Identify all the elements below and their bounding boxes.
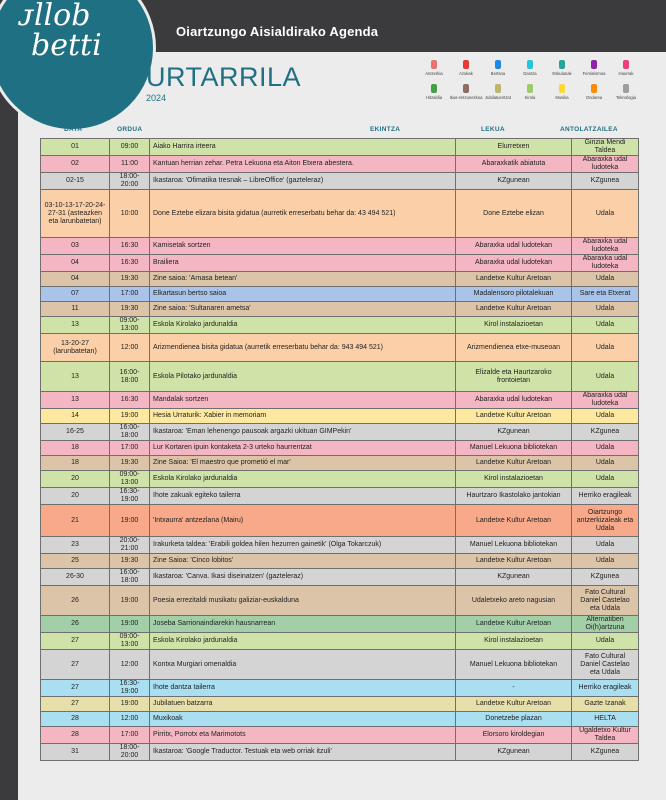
- time-cell: 19:30: [110, 302, 150, 317]
- place-cell: Landetxe Kultur Aretoan: [456, 616, 572, 633]
- table-row: [41, 272, 639, 287]
- legend-label: Kirola: [524, 95, 536, 100]
- event-cell: Aiako Harrira irteera: [150, 139, 456, 156]
- date-cell: 13-20-27 (larunbatetan): [41, 334, 110, 362]
- date-cell: 18: [41, 441, 110, 456]
- place-cell: Landetxe Kultur Aretoan: [456, 456, 572, 471]
- legend-swatch: [495, 60, 501, 69]
- date-cell: 27: [41, 650, 110, 680]
- agenda-body: [41, 139, 639, 761]
- place-cell: Abaraxkatik abiatuta: [456, 156, 572, 173]
- place-cell: KZgunean: [456, 173, 572, 190]
- time-cell: 16:30: [110, 392, 150, 409]
- legend-label: Ikus-entzunezkoa: [449, 95, 483, 100]
- event-cell: Eskola Kirolako jardunaldia: [150, 633, 456, 650]
- org-cell: Udala: [572, 334, 639, 362]
- date-cell: 16-25: [41, 424, 110, 441]
- org-cell: KZgunea: [572, 744, 639, 761]
- legend-label: Antzerkia: [425, 71, 443, 76]
- date-cell: 28: [41, 712, 110, 727]
- time-cell: 16:30: [110, 238, 150, 255]
- legend-swatch: [463, 84, 469, 93]
- time-cell: 09:00-13:00: [110, 317, 150, 334]
- org-cell: Oiartzungo antzerkizaleak eta Udala: [572, 505, 639, 537]
- table-row: [41, 680, 639, 697]
- legend-label: Feminismoa: [582, 71, 606, 76]
- event-cell: Ikastaroa: 'Eman lehenengo pausoak argazki ukituan GIMPekin': [150, 424, 456, 441]
- org-cell: Girizia Mendi Taldea: [572, 139, 639, 156]
- legend-label: Jubilatuentzat: [485, 95, 511, 100]
- header-place: LEKUA: [481, 126, 505, 133]
- legend-swatch: [591, 60, 597, 69]
- org-cell: Abaraxka udal ludoteka: [572, 238, 639, 255]
- event-cell: Hesia Urraturik: Xabier in memoriam: [150, 409, 456, 424]
- table-row: [41, 697, 639, 712]
- legend-swatch: [495, 84, 501, 93]
- event-cell: Ikastaroa: 'Google Traductor. Testuak eta web orriak itzuli': [150, 744, 456, 761]
- time-cell: 16:00-18:00: [110, 569, 150, 586]
- place-cell: Donetzebe plazan: [456, 712, 572, 727]
- date-cell: 20: [41, 488, 110, 505]
- legend-swatch: [431, 60, 437, 69]
- date-cell: 18: [41, 456, 110, 471]
- table-row: [41, 287, 639, 302]
- time-cell: 20:00-21:00: [110, 537, 150, 554]
- legend-label: Ondarea: [585, 95, 603, 100]
- place-cell: Elurretxen: [456, 139, 572, 156]
- org-cell: Udala: [572, 409, 639, 424]
- table-row: [41, 190, 639, 238]
- table-row: [41, 586, 639, 616]
- month-title: URTARRILA: [146, 62, 302, 92]
- org-cell: Udala: [572, 456, 639, 471]
- org-cell: Udala: [572, 190, 639, 238]
- org-cell: Udala: [572, 537, 639, 554]
- place-cell: Abaraxka udal ludotekan: [456, 392, 572, 409]
- event-cell: Eskola Kirolako jardunaldia: [150, 317, 456, 334]
- legend-label: Haurrak: [618, 71, 634, 76]
- date-cell: 02-15: [41, 173, 110, 190]
- header-date: DATA: [64, 126, 83, 133]
- time-cell: 16:00-18:00: [110, 424, 150, 441]
- event-cell: Pirritx, Porrotx eta Marimotots: [150, 727, 456, 744]
- logo-text-line-1: ᴊllob: [19, 0, 91, 33]
- org-cell: Sare eta Etxerat: [572, 287, 639, 302]
- org-cell: Fato Cultural Daniel Castelao eta Udala: [572, 650, 639, 680]
- event-cell: Brailiera: [150, 255, 456, 272]
- table-row: [41, 156, 639, 173]
- legend-swatch: [559, 60, 565, 69]
- event-cell: Ihote zakuak egiteko tailerra: [150, 488, 456, 505]
- legend-item: [606, 84, 646, 100]
- date-cell: 13: [41, 362, 110, 392]
- org-cell: Udala: [572, 272, 639, 287]
- event-cell: Jubilatuen batzarra: [150, 697, 456, 712]
- legend-swatch: [527, 60, 533, 69]
- place-cell: Landetxe Kultur Aretoan: [456, 697, 572, 712]
- org-cell: Abaraxka udal ludoteka: [572, 392, 639, 409]
- date-cell: 13: [41, 317, 110, 334]
- date-cell: 27: [41, 633, 110, 650]
- time-cell: 19:00: [110, 697, 150, 712]
- time-cell: 17:00: [110, 287, 150, 302]
- table-row: [41, 317, 639, 334]
- legend-swatch: [527, 84, 533, 93]
- table-row: [41, 238, 639, 255]
- legend-swatch: [623, 84, 629, 93]
- place-cell: Elizalde eta Haurtzaroko frontoietan: [456, 362, 572, 392]
- header-time: ORDUA: [117, 126, 143, 133]
- time-cell: 19:00: [110, 586, 150, 616]
- table-row: [41, 139, 639, 156]
- date-cell: 04: [41, 255, 110, 272]
- event-cell: Mandalak sortzen: [150, 392, 456, 409]
- table-row: [41, 554, 639, 569]
- table-row: [41, 456, 639, 471]
- date-cell: 27: [41, 680, 110, 697]
- org-cell: Udala: [572, 302, 639, 317]
- date-cell: 26: [41, 616, 110, 633]
- time-cell: 19:30: [110, 554, 150, 569]
- legend-label: Azokak: [459, 71, 473, 76]
- table-row: [41, 255, 639, 272]
- event-cell: Lur Kortaren ipuin kontaketa 2-3 urteko haurrentzat: [150, 441, 456, 456]
- event-cell: Eskola Pilotako jardunaldia: [150, 362, 456, 392]
- event-cell: Eskola Kirolako jardunaldia: [150, 471, 456, 488]
- time-cell: 17:00: [110, 727, 150, 744]
- logo-text: [19, 1, 102, 61]
- date-cell: 25: [41, 554, 110, 569]
- table-row: [41, 409, 639, 424]
- table-row: [41, 505, 639, 537]
- org-cell: Gazte Izanak: [572, 697, 639, 712]
- event-cell: Arizmendienea bisita gidatua (aurretik erreserbatu behar da: 943 494 521): [150, 334, 456, 362]
- table-row: [41, 712, 639, 727]
- time-cell: 11:00: [110, 156, 150, 173]
- org-cell: Udala: [572, 633, 639, 650]
- place-cell: Manuel Lekuona bibliotekan: [456, 441, 572, 456]
- time-cell: 16:30: [110, 255, 150, 272]
- table-row: [41, 633, 639, 650]
- legend-swatch: [623, 60, 629, 69]
- date-cell: 01: [41, 139, 110, 156]
- legend-item: [606, 60, 646, 76]
- event-cell: Done Eztebe elizara bisita gidatua (aurretik erreserbatu behar da: 43 494 521): [150, 190, 456, 238]
- date-cell: 31: [41, 744, 110, 761]
- date-cell: 20: [41, 471, 110, 488]
- org-cell: Udala: [572, 441, 639, 456]
- table-row: [41, 424, 639, 441]
- date-cell: 27: [41, 697, 110, 712]
- org-cell: Udala: [572, 471, 639, 488]
- place-cell: Kirol instalazioetan: [456, 471, 572, 488]
- place-cell: Kirol instalazioetan: [456, 633, 572, 650]
- time-cell: 16:30-19:00: [110, 680, 150, 697]
- time-cell: 18:00-20:00: [110, 744, 150, 761]
- time-cell: 09:00-13:00: [110, 471, 150, 488]
- time-cell: 12:00: [110, 712, 150, 727]
- event-cell: Poesia errezitaldi musikatu galiziar-euskalduna: [150, 586, 456, 616]
- logo: [0, 0, 156, 132]
- place-cell: Elorsoro kiroldegian: [456, 727, 572, 744]
- org-cell: Udala: [572, 554, 639, 569]
- logo-text-line-2: betti: [31, 28, 102, 63]
- table-row: [41, 173, 639, 190]
- agenda-table-wrap: [40, 124, 638, 761]
- org-cell: Ugaldetxo Kultur Taldea: [572, 727, 639, 744]
- legend-label: Hitzaldia: [425, 95, 443, 100]
- date-cell: 13: [41, 392, 110, 409]
- table-row: [41, 302, 639, 317]
- time-cell: 12:00: [110, 334, 150, 362]
- left-sidebar: [0, 52, 18, 800]
- place-cell: Abaraxka udal ludotekan: [456, 238, 572, 255]
- legend-label: Teknologia: [615, 95, 637, 100]
- event-cell: Kontxa Murgiari omenaldia: [150, 650, 456, 680]
- org-cell: Udala: [572, 362, 639, 392]
- place-cell: Done Eztebe elizan: [456, 190, 572, 238]
- place-cell: Landetxe Kultur Aretoan: [456, 409, 572, 424]
- org-cell: HELTA: [572, 712, 639, 727]
- table-row: [41, 441, 639, 456]
- org-cell: Udala: [572, 317, 639, 334]
- time-cell: 17:00: [110, 441, 150, 456]
- event-cell: 'Intxaurra' antzezlana (Mairu): [150, 505, 456, 537]
- event-cell: Zine Saioa: 'Cinco lobitos': [150, 554, 456, 569]
- table-row: [41, 569, 639, 586]
- place-cell: Haurtzaro Ikastolako jantokian: [456, 488, 572, 505]
- place-cell: Manuel Lekuona bibliotekan: [456, 537, 572, 554]
- legend-label: Dantza: [523, 71, 537, 76]
- place-cell: Arizmendienea etxe-museoan: [456, 334, 572, 362]
- table-row: [41, 392, 639, 409]
- table-row: [41, 537, 639, 554]
- org-cell: Alternatiben Oi(h)artzuna: [572, 616, 639, 633]
- event-cell: Joseba Sarrionaindiarekin hausnarrean: [150, 616, 456, 633]
- time-cell: 18:00-20:00: [110, 173, 150, 190]
- time-cell: 12:00: [110, 650, 150, 680]
- time-cell: 16:00-18:00: [110, 362, 150, 392]
- place-cell: Udaletxeko areto nagusian: [456, 586, 572, 616]
- legend-swatch: [591, 84, 597, 93]
- event-cell: Muxikoak: [150, 712, 456, 727]
- time-cell: 19:00: [110, 505, 150, 537]
- org-cell: Herriko eragileak: [572, 680, 639, 697]
- time-cell: 16:30-19:00: [110, 488, 150, 505]
- table-row: [41, 488, 639, 505]
- year-label: 2024: [146, 93, 167, 103]
- org-cell: Abaraxka udal ludoteka: [572, 156, 639, 173]
- legend-label: Eskulanak: [552, 71, 572, 76]
- date-cell: 07: [41, 287, 110, 302]
- event-cell: Kantuan herrian zehar. Petra Lekuona eta Aiton Etxera abestera.: [150, 156, 456, 173]
- app-title: Oiartzungo Aisialdirako Agenda: [176, 24, 379, 39]
- table-row: [41, 362, 639, 392]
- legend-swatch: [559, 84, 565, 93]
- event-cell: Ikastaroa: 'Canva. Ikasi diseinatzen' (gazteleraz): [150, 569, 456, 586]
- date-cell: 04: [41, 272, 110, 287]
- time-cell: 19:00: [110, 616, 150, 633]
- place-cell: KZgunean: [456, 569, 572, 586]
- date-cell: 02: [41, 156, 110, 173]
- place-cell: Landetxe Kultur Aretoan: [456, 505, 572, 537]
- time-cell: 09:00-13:00: [110, 633, 150, 650]
- legend-swatch: [431, 84, 437, 93]
- table-row: [41, 650, 639, 680]
- time-cell: 19:00: [110, 409, 150, 424]
- org-cell: KZgunea: [572, 173, 639, 190]
- table-row: [41, 727, 639, 744]
- place-cell: KZgunean: [456, 744, 572, 761]
- date-cell: 23: [41, 537, 110, 554]
- date-cell: 03-10-13-17-20-24-27-31 (asteazken eta larunbatetan): [41, 190, 110, 238]
- place-cell: KZgunean: [456, 424, 572, 441]
- place-cell: Manuel Lekuona bibliotekan: [456, 650, 572, 680]
- table-row: [41, 471, 639, 488]
- org-cell: KZgunea: [572, 424, 639, 441]
- time-cell: 19:30: [110, 456, 150, 471]
- legend-label: Bertsoa: [490, 71, 506, 76]
- org-cell: Fato Cultural Daniel Castelao eta Udala: [572, 586, 639, 616]
- date-cell: 26: [41, 586, 110, 616]
- table-row: [41, 744, 639, 761]
- place-cell: Kirol instalazioetan: [456, 317, 572, 334]
- place-cell: Madalensoro pilotalekuan: [456, 287, 572, 302]
- date-cell: 14: [41, 409, 110, 424]
- legend-swatch: [463, 60, 469, 69]
- time-cell: 10:00: [110, 190, 150, 238]
- event-cell: Ikastaroa: 'Ofimatika tresnak – LibreOffice' (gazteleraz): [150, 173, 456, 190]
- org-cell: Abaraxka udal ludoteka: [572, 255, 639, 272]
- event-cell: Kamisetak sortzen: [150, 238, 456, 255]
- org-cell: KZgunea: [572, 569, 639, 586]
- place-cell: -: [456, 680, 572, 697]
- event-cell: Elkartasun bertso saioa: [150, 287, 456, 302]
- event-cell: Irakurketa taldea: 'Erabili goldea hilen hezurren gainetik' (Olga Tokarczuk): [150, 537, 456, 554]
- date-cell: 28: [41, 727, 110, 744]
- place-cell: Landetxe Kultur Aretoan: [456, 554, 572, 569]
- table-row: [41, 616, 639, 633]
- date-cell: 26-30: [41, 569, 110, 586]
- date-cell: 11: [41, 302, 110, 317]
- legend-label: Musika: [555, 95, 569, 100]
- org-cell: Herriko eragileak: [572, 488, 639, 505]
- event-cell: Zine saioa: 'Sultanaren ametsa': [150, 302, 456, 317]
- agenda-table: [40, 138, 639, 761]
- time-cell: 09:00: [110, 139, 150, 156]
- header-event: EKINTZA: [370, 126, 401, 133]
- event-cell: Zine Saioa: 'El maestro que prometió el mar': [150, 456, 456, 471]
- event-cell: Ihote dantza tailerra: [150, 680, 456, 697]
- table-header: [40, 124, 638, 138]
- header-org: ANTOLATZAILEA: [560, 126, 618, 133]
- event-cell: Zine saioa: 'Arnasa betean': [150, 272, 456, 287]
- table-row: [41, 334, 639, 362]
- date-cell: 03: [41, 238, 110, 255]
- time-cell: 19:30: [110, 272, 150, 287]
- place-cell: Landetxe Kultur Aretoan: [456, 302, 572, 317]
- date-cell: 21: [41, 505, 110, 537]
- place-cell: Abaraxka udal ludotekan: [456, 255, 572, 272]
- place-cell: Landetxe Kultur Aretoan: [456, 272, 572, 287]
